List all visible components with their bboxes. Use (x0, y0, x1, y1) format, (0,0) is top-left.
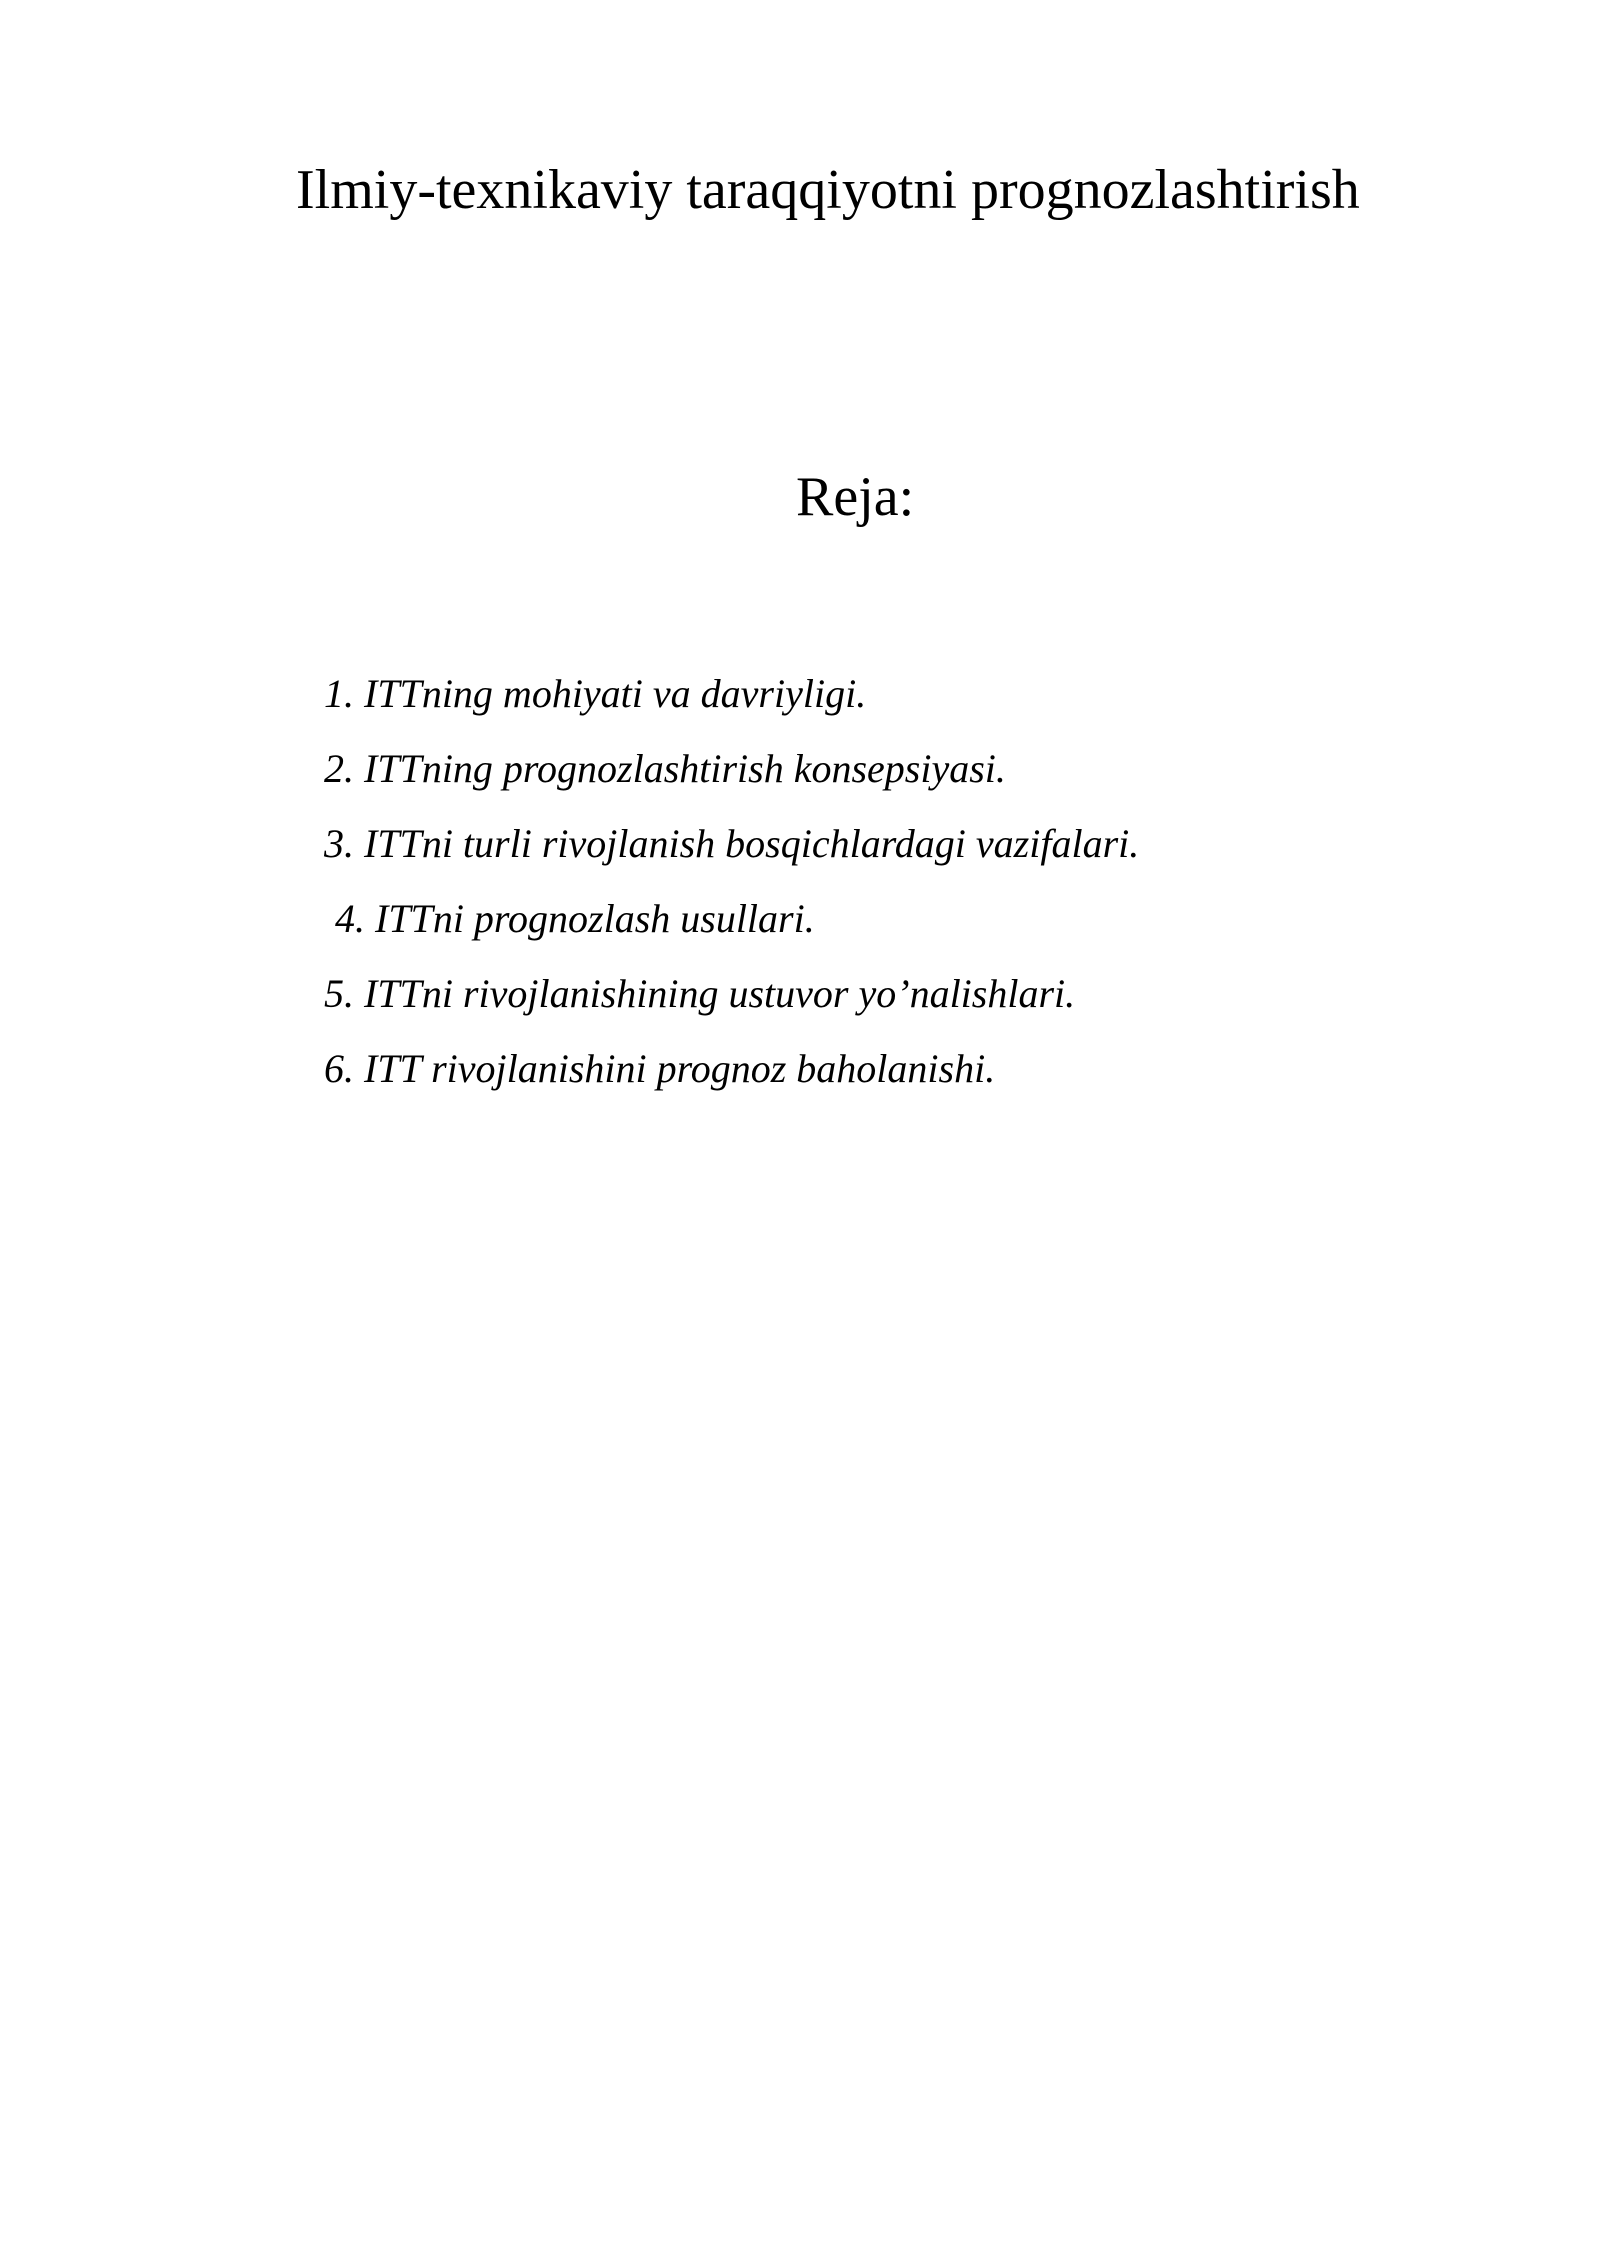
plan-item-1: 1. ITTning mohiyati va davriyligi. (324, 671, 867, 716)
plan-item-3: 3. ITTni turli rivojlanish bosqichlardagi vazifalari. (324, 821, 1140, 866)
document-title: Ilmiy-texnikaviy taraqqiyotni prognozlashtirish (296, 159, 1360, 221)
plan-item-4: 4. ITTni prognozlash usullari. (335, 896, 815, 941)
plan-item-5: 5. ITTni rivojlanishining ustuvor yo’nalishlari. (324, 971, 1076, 1016)
plan-item-2: 2. ITTning prognozlashtirish konsepsiyasi. (324, 746, 1006, 791)
plan-item-6: 6. ITT rivojlanishini prognoz baholanishi. (324, 1046, 996, 1091)
plan-list (324, 656, 1139, 1106)
plan-heading: Reja: (796, 466, 915, 528)
